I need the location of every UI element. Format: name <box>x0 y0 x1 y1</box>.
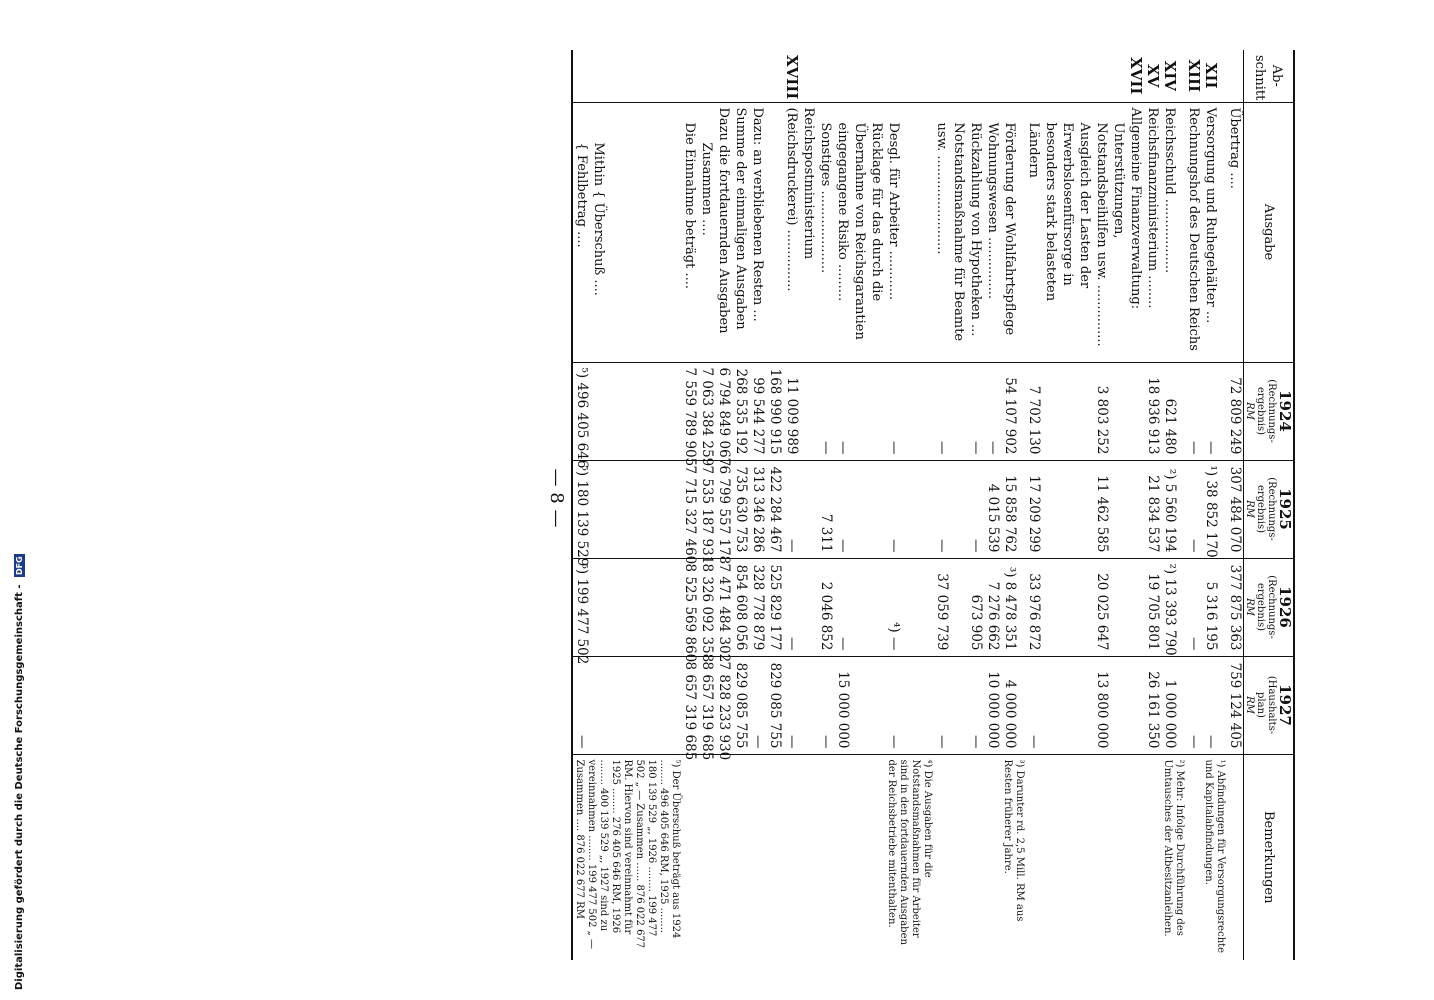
table-row <box>1001 50 1025 960</box>
value-1926-cell: 8 326 092 358 <box>698 558 715 656</box>
section-cell: XII <box>1202 62 1220 89</box>
remarks-cell: ¹) Abfindungen für Versorgungsrechte und Kapitalabfindungen. <box>1202 754 1226 960</box>
section-cell: XVIII <box>783 55 801 100</box>
expense-cell: Summe der einmaligen Ausgaben <box>732 102 749 362</box>
value-1924-cell: — <box>967 362 984 460</box>
year-sub: (Haushalts- plan) <box>1255 675 1277 735</box>
expense-cell: Reichsschuld .................. <box>1161 102 1185 362</box>
value-1926-cell: 328 778 879 <box>749 558 766 656</box>
value-1927-cell: — <box>783 656 817 754</box>
value-1926-cell: ⁵) 199 477 502 <box>572 558 681 656</box>
value-1926-cell: ³) 8 478 351 <box>1001 558 1025 656</box>
value-1927-cell: 13 800 000 <box>1093 656 1127 754</box>
unit-label: RM <box>1244 402 1255 420</box>
expense-cell: Rückzahlung von Hypotheken ... <box>967 102 984 362</box>
value-1926-cell: 2 046 852 <box>817 558 834 656</box>
table-row <box>1202 50 1226 960</box>
value-1924-cell: — <box>1202 362 1226 460</box>
table-row <box>749 50 766 960</box>
value-1925-cell: 422 284 467 <box>766 460 783 558</box>
remarks-cell <box>1025 754 1093 960</box>
section-cell <box>698 50 715 102</box>
value-1927-cell: 7 828 233 930 <box>715 656 732 754</box>
section-cell: XIV <box>1161 60 1179 91</box>
remarks-cell: ⁴) Die Ausgaben für die Notstandsmaßnahmen für Arbeiter sind in den fortdauernden Ausgaben der Reichsbetriebe mitenthalten. <box>885 754 933 960</box>
dfg-logo: DFG <box>15 556 24 575</box>
value-1924-cell: 99 544 277 <box>749 362 766 460</box>
expense-cell: Mithin { Überschuß .... { Fehlbetrag .... <box>572 102 681 362</box>
expense-cell: Wohnungswesen ............... <box>984 102 1001 362</box>
value-1927-cell: — <box>749 656 766 754</box>
header-remarks: Bemerkungen <box>1244 754 1295 960</box>
value-1924-cell: — <box>933 362 967 460</box>
section-cell <box>681 50 698 102</box>
remarks-cell <box>817 754 834 960</box>
unit-label: RM <box>1244 500 1255 518</box>
value-1925-cell: — <box>834 460 885 558</box>
section-cell: XV <box>1144 64 1162 88</box>
value-1927-cell: — <box>967 656 984 754</box>
value-1925-cell: 735 630 753 <box>732 460 749 558</box>
remarks-cell <box>749 754 766 960</box>
year-label: 1926 <box>1276 586 1294 628</box>
section-cell: XIII <box>1185 59 1203 93</box>
year-label: 1924 <box>1276 390 1294 432</box>
table-row <box>783 50 817 960</box>
value-1924-cell: — <box>984 362 1001 460</box>
value-1924-cell: 3 803 252 <box>1093 362 1127 460</box>
remarks-cell <box>984 754 1001 960</box>
section-cell <box>885 50 933 102</box>
expense-cell: Sonstiges .................... <box>817 102 834 362</box>
value-1927-cell: 759 124 405 <box>1226 656 1244 754</box>
value-1925-cell: — <box>967 460 984 558</box>
value-1924-cell: 11 009 989 <box>783 362 817 460</box>
expense-cell: Reichspostministerium (Reichsdruckerei) ............... <box>783 102 817 362</box>
value-1925-cell: 7 535 187 931 <box>698 460 715 558</box>
value-1924-cell: 7 702 130 <box>1025 362 1093 460</box>
value-1926-cell: — <box>834 558 885 656</box>
value-1925-cell: 7 311 <box>817 460 834 558</box>
expense-cell: Rücklage für das durch die Übernahme von Reichsgarantien eingegangene Risiko ......... <box>834 102 885 362</box>
value-1927-cell: 10 000 000 <box>984 656 1001 754</box>
value-1927-cell <box>1127 656 1144 754</box>
value-1924-cell: 268 535 192 <box>732 362 749 460</box>
value-1924-cell: 7 559 789 905 <box>681 362 698 460</box>
table-row <box>1185 50 1202 960</box>
table-row <box>681 50 698 960</box>
value-1926-cell: 854 608 056 <box>732 558 749 656</box>
section-cell <box>749 50 766 102</box>
table-row <box>1226 50 1244 960</box>
value-1927-cell: — <box>1202 656 1226 754</box>
value-1924-cell: 7 063 384 259 <box>698 362 715 460</box>
table-row <box>715 50 732 960</box>
value-1926-cell: 525 829 177 <box>766 558 783 656</box>
value-1927-cell: 15 000 000 <box>834 656 885 754</box>
table-row <box>1127 50 1144 960</box>
value-1926-cell: 19 705 801 <box>1144 558 1161 656</box>
section-cell <box>933 50 967 102</box>
value-1924-cell: ⁵) 496 405 646 <box>572 362 681 460</box>
value-1926-cell: — <box>783 558 817 656</box>
remarks-cell <box>715 754 732 960</box>
section-cell <box>572 50 681 102</box>
value-1927-cell: 829 085 755 <box>766 656 783 754</box>
expense-cell: Reichsfinanzministerium ........ <box>1144 102 1161 362</box>
table-row <box>766 50 783 960</box>
table-row <box>1144 50 1161 960</box>
section-cell <box>1025 50 1093 102</box>
year-label: 1927 <box>1276 684 1294 726</box>
section-cell <box>1226 50 1244 102</box>
value-1924-cell: — <box>885 362 933 460</box>
value-1926-cell: ⁴) — <box>885 558 933 656</box>
expense-cell: Förderung der Wohlfahrtspflege <box>1001 102 1025 362</box>
footer-note <box>14 556 28 990</box>
value-1925-cell: 15 858 762 <box>1001 460 1025 558</box>
value-1925-cell: — <box>1185 460 1202 558</box>
value-1926-cell <box>1127 558 1144 656</box>
value-1925-cell: 307 484 070 <box>1226 460 1244 558</box>
year-sub: (Rechnungs- ergebnis) <box>1255 379 1277 443</box>
value-1927-cell: — <box>817 656 834 754</box>
remarks-cell <box>967 754 984 960</box>
value-1925-cell: 6 799 557 178 <box>715 460 732 558</box>
table-row <box>1161 50 1185 960</box>
section-cell <box>732 50 749 102</box>
value-1924-cell: 621 480 <box>1161 362 1185 460</box>
section-cell <box>1001 50 1025 102</box>
table-row <box>984 50 1001 960</box>
value-1926-cell: 5 316 195 <box>1202 558 1226 656</box>
expense-cell: Rechnungshof des Deutschen Reichs <box>1185 102 1202 362</box>
value-1924-cell: — <box>834 362 885 460</box>
value-1927-cell: 8 657 319 685 <box>681 656 698 754</box>
value-1926-cell: ²) 13 393 790 <box>1161 558 1185 656</box>
value-1926-cell: 20 025 647 <box>1093 558 1127 656</box>
value-1925-cell: ⁵) 180 139 529 <box>572 460 681 558</box>
table-row <box>933 50 967 960</box>
table-row <box>732 50 749 960</box>
value-1927-cell: — <box>1025 656 1093 754</box>
value-1927-cell: — <box>933 656 967 754</box>
value-1926-cell: 33 976 872 <box>1025 558 1093 656</box>
section-cell <box>1093 50 1127 102</box>
value-1925-cell: 313 346 286 <box>749 460 766 558</box>
value-1927-cell: — <box>572 656 681 754</box>
value-1924-cell: — <box>1185 362 1202 460</box>
section-cell: XVII <box>1127 57 1145 95</box>
value-1927-cell: 8 657 319 685 <box>698 656 715 754</box>
unit-label: RM <box>1244 598 1255 616</box>
remarks-cell <box>698 754 715 960</box>
header-expense: Ausgabe <box>1244 102 1295 362</box>
value-1927-cell: 4 000 000 <box>1001 656 1025 754</box>
remarks-cell <box>783 754 817 960</box>
value-1925-cell: 17 209 299 <box>1025 460 1093 558</box>
value-1925-cell: — <box>885 460 933 558</box>
page-number: — 8 — <box>546 468 567 528</box>
remarks-cell: ²) Mehr: Infolge Durchführung des Umtausches der Altbesitzanleihen. <box>1161 754 1185 960</box>
expense-cell: Die Einnahme beträgt .... <box>681 102 698 362</box>
remarks-cell <box>834 754 885 960</box>
remarks-cell <box>1226 754 1244 960</box>
remarks-cell <box>1093 754 1127 960</box>
remarks-cell <box>766 754 783 960</box>
value-1925-cell: — <box>783 460 817 558</box>
expense-cell <box>766 102 783 362</box>
value-1927-cell: 829 085 755 <box>732 656 749 754</box>
section-cell <box>817 50 834 102</box>
value-1926-cell: 37 059 739 <box>933 558 967 656</box>
header-year-1927 <box>1244 656 1295 754</box>
value-1925-cell: ¹) 38 852 170 <box>1202 460 1226 558</box>
table-row <box>967 50 984 960</box>
section-cell <box>967 50 984 102</box>
remarks-cell <box>1127 754 1144 960</box>
value-1925-cell: ²) 5 560 194 <box>1161 460 1185 558</box>
section-cell <box>766 50 783 102</box>
section-cell <box>984 50 1001 102</box>
value-1924-cell: 6 794 849 067 <box>715 362 732 460</box>
value-1924-cell: 168 990 915 <box>766 362 783 460</box>
value-1925-cell <box>1127 460 1144 558</box>
value-1926-cell: 7 276 662 <box>984 558 1001 656</box>
value-1924-cell <box>1127 362 1144 460</box>
table-row <box>698 50 715 960</box>
value-1924-cell: 54 107 902 <box>1001 362 1025 460</box>
expense-cell: Dazu die fortdauernden Ausgaben <box>715 102 732 362</box>
value-1924-cell: 72 809 249 <box>1226 362 1244 460</box>
year-sub: (Rechnungs- ergebnis) <box>1255 477 1277 541</box>
table-row <box>1093 50 1127 960</box>
value-1925-cell: 21 834 537 <box>1144 460 1161 558</box>
value-1927-cell: — <box>885 656 933 754</box>
expense-cell: Desgl. für Arbeiter ............ <box>885 102 933 362</box>
budget-table <box>571 50 1295 960</box>
table-row <box>1025 50 1093 960</box>
value-1925-cell: 11 462 585 <box>1093 460 1127 558</box>
value-1926-cell: 8 525 569 860 <box>681 558 698 656</box>
expense-cell: Versorgung und Ruhegehälter ... <box>1202 102 1226 362</box>
remarks-cell <box>732 754 749 960</box>
remarks-cell: ⁵) Der Überschuß beträgt aus 1924 ........ 496 405 646 RM, 1925 ........ 180 139 529 „, 1926 ........ 199 477 502 „ — Zusammen ...... 876 022 677 RM. Hiervon sind vereinnahmt für 1925 ........ 276 405 646 RM, 1926 ........ 400 139 529 „, 1927 sind zu vereinnahmen ........ 199 477 502 „ — Zusammen .... 876 022 677 RM <box>572 754 681 960</box>
remarks-cell <box>933 754 967 960</box>
year-label: 1925 <box>1276 488 1294 530</box>
value-1926-cell: — <box>1185 558 1202 656</box>
section-cell <box>834 50 885 102</box>
expense-cell: Dazu: an verbliebenen Resten ... <box>749 102 766 362</box>
expense-cell: Unterstützungen, Notstandsbeihilfen usw. ............... <box>1093 102 1127 362</box>
remarks-cell <box>1144 754 1161 960</box>
section-cell <box>715 50 732 102</box>
table-row <box>572 50 681 960</box>
unit-label: RM <box>1244 696 1255 714</box>
expense-cell: Allgemeine Finanzverwaltung: <box>1127 102 1144 362</box>
value-1924-cell: — <box>817 362 834 460</box>
value-1925-cell: — <box>933 460 967 558</box>
remarks-cell: ³) Darunter rd. 2,5 Mill. RM aus Resten früherer Jahre. <box>1001 754 1025 960</box>
value-1927-cell: — <box>1185 656 1202 754</box>
header-year-1924 <box>1244 362 1295 460</box>
value-1925-cell: 4 015 539 <box>984 460 1001 558</box>
expense-cell: Zusammen .... <box>698 102 715 362</box>
value-1927-cell: 26 161 350 <box>1144 656 1161 754</box>
remarks-cell <box>1185 754 1202 960</box>
table-row <box>834 50 885 960</box>
footer-text: Digitalisierung gefördert durch die Deutsche Forschungsgemeinschaft - <box>14 584 25 990</box>
table-body <box>572 50 1244 960</box>
expense-cell: Ausgleich der Lasten der Erwerbslosenfürsorge in besonders stark belasteten Ländern <box>1025 102 1093 362</box>
table-row <box>817 50 834 960</box>
remarks-cell <box>681 754 698 960</box>
budget-table-rotated <box>85 50 1295 960</box>
header-year-1926 <box>1244 558 1295 656</box>
expense-cell: Notstandsmaßnahme für Beamte usw. ........................ <box>933 102 967 362</box>
table-header-row <box>1244 50 1295 960</box>
header-section: Ab- schnitt <box>1244 50 1295 102</box>
value-1926-cell: 7 471 484 302 <box>715 558 732 656</box>
table-row <box>885 50 933 960</box>
header-year-1925 <box>1244 460 1295 558</box>
year-sub: (Rechnungs- ergebnis) <box>1255 575 1277 639</box>
value-1926-cell: 377 875 363 <box>1226 558 1244 656</box>
value-1927-cell: 1 000 000 <box>1161 656 1185 754</box>
expense-cell: Übertrag .... <box>1226 102 1244 362</box>
value-1924-cell: 18 936 913 <box>1144 362 1161 460</box>
value-1926-cell: 673 905 <box>967 558 984 656</box>
value-1925-cell: 7 715 327 460 <box>681 460 698 558</box>
